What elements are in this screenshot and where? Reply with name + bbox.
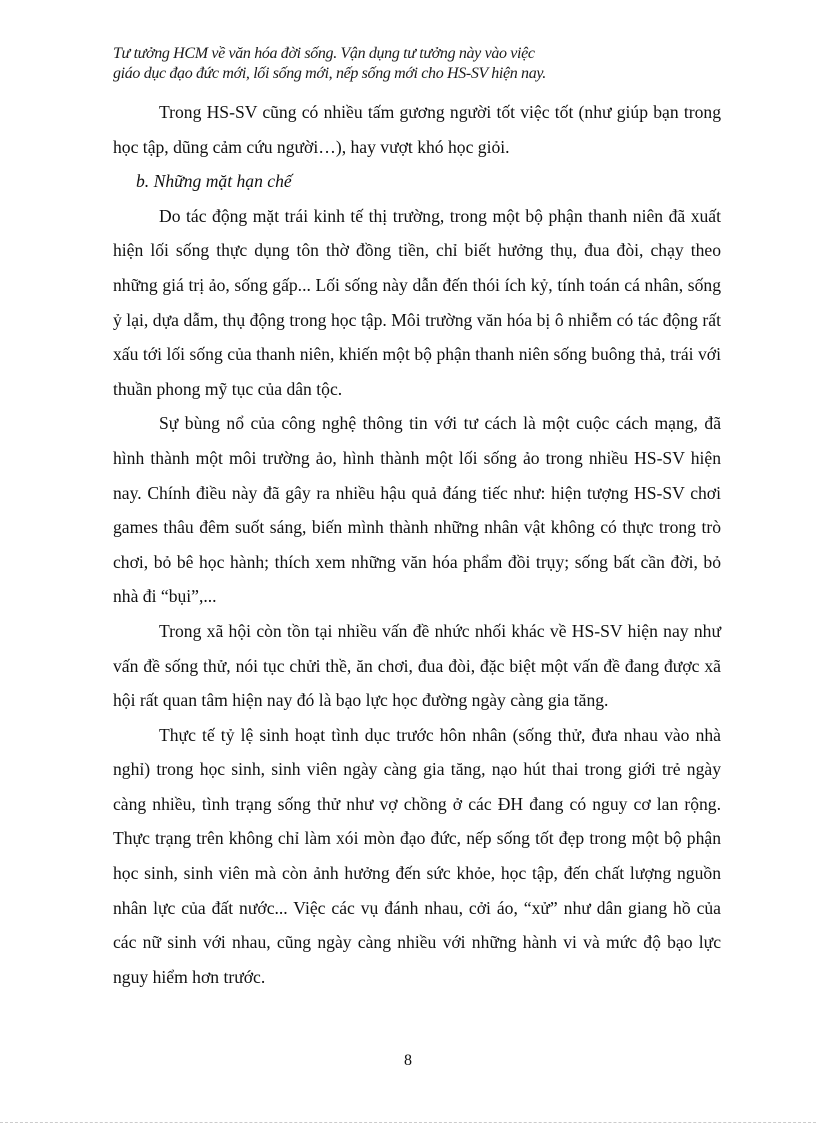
paragraph-reality: Thực tế tỷ lệ sinh hoạt tình dục trước hôn nhân (sống thử, đưa nhau vào nhà nghỉ) trong học sinh, sinh viên ngày càng gia tăng, nạo hút thai trong giới trẻ ngày càng nhiều, tình trạng sống thử như vợ chồng ở các ĐH đang có nguy cơ lan rộng. Thực trạng trên không chỉ làm xói mòn đạo đức, nếp sống tốt đẹp trong một bộ phận học sinh, sinh viên mà còn ảnh hưởng đến sức khỏe, học tập, đến chất lượng nguồn nhân lực của đất nước... Việc các vụ đánh nhau, cởi áo, “xử” như dân giang hồ của các nữ sinh với nhau, cũng ngày càng nhiều với những hành vi và mức độ bạo lực nguy hiểm hơn trước. bbox=[113, 724, 721, 987]
paragraph-market-impact: Do tác động mặt trái kinh tế thị trường, trong một bộ phận thanh niên đã xuất hiện lối sống thực dụng tôn thờ đồng tiền, chỉ biết hưởng thụ, đua đòi, chạy theo những giá trị ảo, sống gấp... Lối sống này dẫn đến thói ích kỷ, tính toán cá nhân, sống ỷ lại, dựa dẫm, thụ động trong học tập. Môi trường văn hóa bị ô nhiễm có tác động rất xấu tới lối sống của thanh niên, khiến một bộ phận thanh niên sống buông thả, trái với thuần phong mỹ tục của dân tộc. bbox=[113, 205, 721, 399]
body-text bbox=[113, 95, 721, 994]
header-line-2: giáo dục đạo đức mới, lối sống mới, nếp sống mới cho HS-SV hiện nay. bbox=[113, 65, 546, 82]
paragraph-good-examples: Trong HS-SV cũng có nhiều tấm gương người tốt việc tốt (như giúp bạn trong học tập, dũng cảm cứu người…), hay vượt khó học giỏi. bbox=[113, 102, 721, 157]
page-number: 8 bbox=[404, 1052, 412, 1069]
running-header bbox=[113, 44, 733, 84]
subheading-limitations: b. Những mặt hạn chế bbox=[136, 171, 292, 192]
paragraph-virtual-life: Sự bùng nổ của công nghệ thông tin với tư cách là một cuộc cách mạng, đã hình thành một môi trường ảo, hình thành một lối sống ảo trong nhiều HS-SV hiện nay. Chính điều này đã gây ra nhiều hậu quả đáng tiếc như: hiện tượng HS-SV chơi games thâu đêm suốt sáng, biến mình thành những nhân vật không có thực trong trò chơi, bỏ bê học hành; thích xem những văn hóa phẩm đồi trụy; sống bất cần đời, bỏ nhà đi “bụi”,... bbox=[113, 413, 721, 607]
paragraph-social-issues: Trong xã hội còn tồn tại nhiều vấn đề nhức nhối khác về HS-SV hiện nay như vấn đề sống thử, nói tục chửi thề, ăn chơi, đua đòi, đặc biệt một vấn đề đang được xã hội rất quan tâm hiện nay đó là bạo lực học đường ngày càng gia tăng. bbox=[113, 620, 721, 711]
header-line-1: Tư tưởng HCM về văn hóa đời sống. Vận dụng tư tưởng này vào việc bbox=[113, 45, 535, 62]
